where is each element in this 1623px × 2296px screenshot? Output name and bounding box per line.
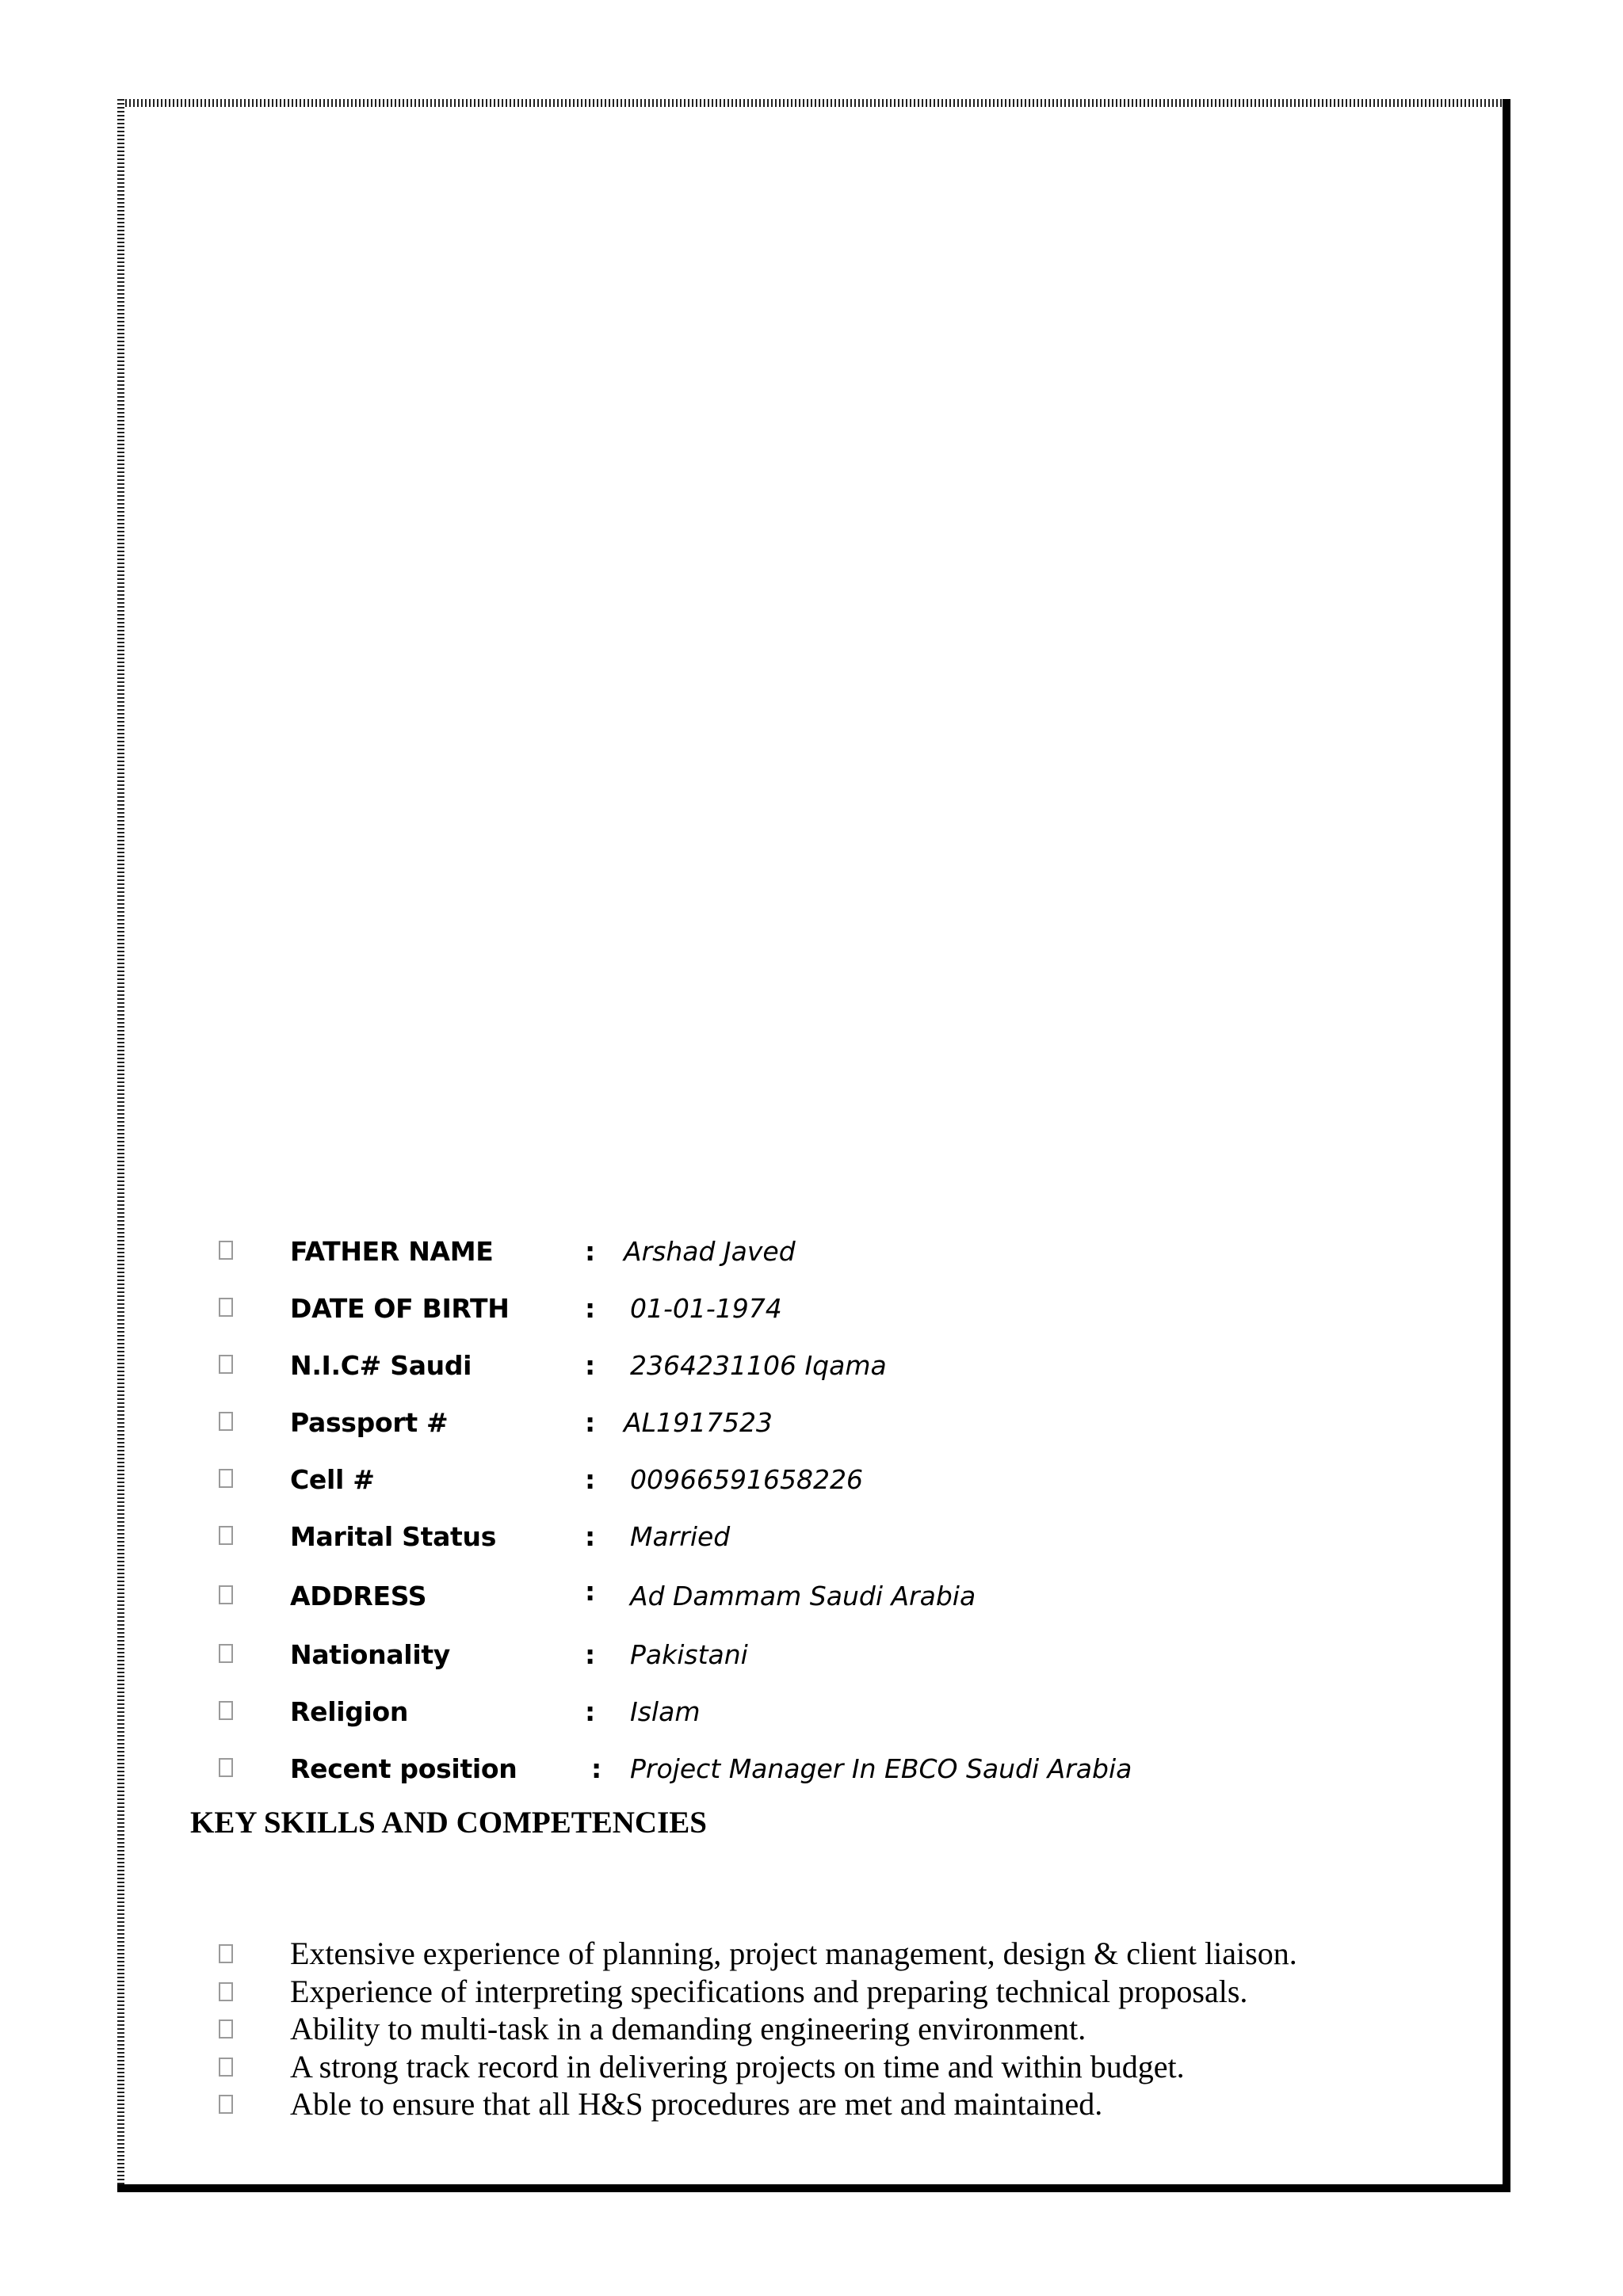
- detail-colon: :: [585, 1293, 596, 1324]
- border-top-dotted: [117, 99, 1510, 107]
- bullet-icon: [219, 2095, 233, 2114]
- detail-label: N.I.C# Saudi: [290, 1350, 472, 1381]
- detail-colon: :: [585, 1236, 596, 1267]
- detail-colon: :: [585, 1464, 596, 1495]
- key-skills-heading: KEY SKILLS AND COMPETENCIES: [190, 1806, 707, 1840]
- detail-label: FATHER NAME: [290, 1236, 494, 1267]
- detail-value: Arshad Javed: [624, 1236, 796, 1267]
- bullet-icon: [219, 1526, 233, 1545]
- detail-colon: :: [585, 1696, 596, 1727]
- detail-label: ADDRESS: [290, 1581, 427, 1611]
- detail-value: Islam: [630, 1696, 701, 1727]
- detail-value: 00966591658226: [630, 1464, 863, 1495]
- detail-value: Married: [630, 1521, 731, 1552]
- bullet-icon: [219, 1355, 233, 1374]
- detail-label: DATE OF BIRTH: [290, 1293, 510, 1324]
- page-border: [117, 99, 1510, 2192]
- bullet-icon: [219, 2019, 233, 2039]
- detail-colon: :: [585, 1576, 596, 1607]
- detail-colon: :: [591, 1753, 602, 1784]
- detail-value: Project Manager In EBCO Saudi Arabia: [630, 1753, 1132, 1784]
- skill-text: Experience of interpreting specifications and preparing technical proposals.: [290, 1974, 1248, 2009]
- skill-text: A strong track record in delivering projects on time and within budget.: [290, 2049, 1185, 2084]
- detail-value: AL1917523: [624, 1407, 773, 1438]
- skill-text: Ability to multi-task in a demanding engineering environment.: [290, 2011, 1086, 2046]
- detail-colon: :: [585, 1407, 596, 1438]
- bullet-icon: [219, 1758, 233, 1777]
- skill-text: Extensive experience of planning, project management, design & client liaison.: [290, 1936, 1297, 1971]
- detail-value: Ad Dammam Saudi Arabia: [630, 1581, 976, 1611]
- detail-value: 2364231106 Iqama: [630, 1350, 887, 1381]
- detail-value: 01-01-1974: [630, 1293, 782, 1324]
- detail-colon: :: [585, 1639, 596, 1670]
- border-right-solid: [1503, 99, 1510, 2192]
- detail-label: Nationality: [290, 1639, 451, 1670]
- detail-label: Recent position: [290, 1753, 517, 1784]
- bullet-icon: [219, 1585, 233, 1604]
- detail-label: Passport #: [290, 1407, 449, 1438]
- bullet-icon: [219, 1298, 233, 1317]
- detail-label: Religion: [290, 1696, 409, 1727]
- bullet-icon: [219, 1412, 233, 1431]
- border-bottom-solid: [117, 2184, 1510, 2192]
- detail-label: Marital Status: [290, 1521, 497, 1552]
- bullet-icon: [219, 1944, 233, 1963]
- detail-label: Cell #: [290, 1464, 375, 1495]
- detail-colon: :: [585, 1350, 596, 1381]
- detail-colon: :: [585, 1521, 596, 1552]
- bullet-icon: [219, 1701, 233, 1720]
- bullet-icon: [219, 1982, 233, 2001]
- bullet-icon: [219, 1644, 233, 1663]
- border-left-dotted: [117, 99, 124, 2192]
- bullet-icon: [219, 1241, 233, 1260]
- detail-value: Pakistani: [630, 1639, 748, 1670]
- skill-text: Able to ensure that all H&S procedures are met and maintained.: [290, 2086, 1103, 2122]
- bullet-icon: [219, 2058, 233, 2077]
- bullet-icon: [219, 1469, 233, 1488]
